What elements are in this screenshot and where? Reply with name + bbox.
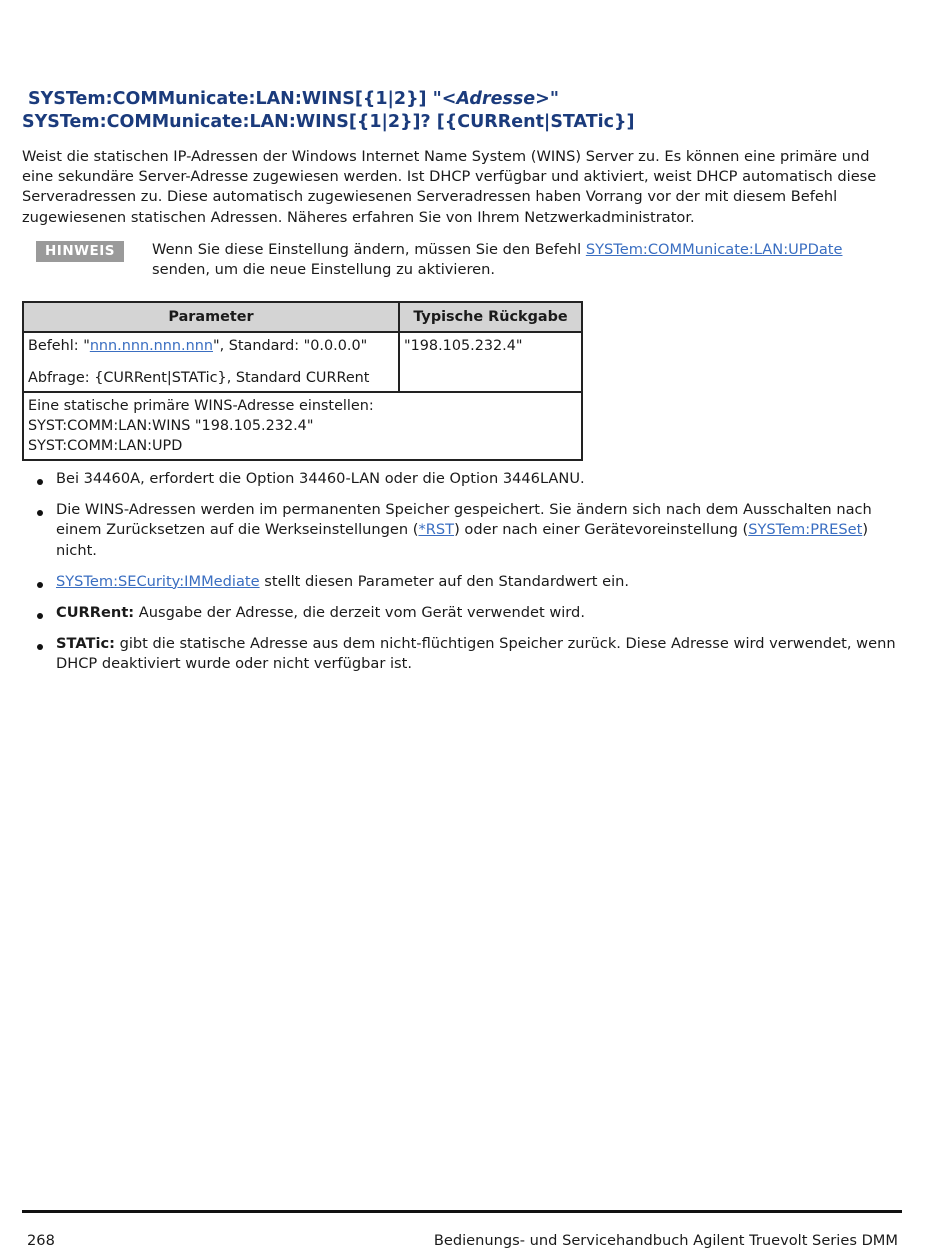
list-item-text: ) nicht. <box>56 521 869 559</box>
query-line: Abfrage: {CURRent|STATic}, Standard CURRent <box>28 370 370 386</box>
list-item <box>22 603 902 623</box>
example-description: Eine statische primäre WINS-Adresse einstellen: <box>28 398 374 414</box>
note-text-after: senden, um die neue Einstellung zu aktivieren. <box>152 261 496 279</box>
return-cell: "198.105.232.4" <box>399 332 582 392</box>
footer-rule <box>22 1210 902 1213</box>
rst-link[interactable]: *RST <box>418 521 455 539</box>
column-header-return: Typische Rückgabe <box>399 302 582 332</box>
list-item <box>22 572 902 592</box>
heading-prefix: SYSTem:COMMunicate:LAN:WINS[{1|2}] "< <box>28 89 457 109</box>
list-item-text: Ausgabe der Adresse, die derzeit vom Gerät verwendet wird. <box>134 604 585 622</box>
security-immediate-link[interactable]: SYSTem:SECurity:IMMediate <box>56 572 260 590</box>
command-heading-line1 <box>22 88 902 111</box>
table-row <box>23 332 582 392</box>
command-prefix: Befehl: " <box>28 338 90 354</box>
list-item-text: gibt die statische Adresse aus dem nicht-flüchtigen Speicher zurück. Diese Adresse wird verwendet, wenn DHCP deaktiviert wurde oder nicht verfügbar ist. <box>56 635 896 673</box>
command-suffix: ", Standard: "0.0.0.0" <box>212 338 368 354</box>
static-label: STATic: <box>56 635 115 653</box>
list-item <box>22 634 902 674</box>
lan-update-link[interactable]: SYSTem:COMMunicate:LAN:UPDate <box>585 241 843 258</box>
column-header-parameter: Parameter <box>23 302 399 332</box>
current-label: CURRent: <box>56 604 135 622</box>
command-heading <box>22 88 902 134</box>
command-heading-line2: SYSTem:COMMunicate:LAN:WINS[{1|2}]? [{CURRent|STATic}] <box>22 112 635 132</box>
heading-suffix: >" <box>535 89 559 109</box>
note-text-before: Wenn Sie diese Einstellung ändern, müssen Sie den Befehl <box>152 241 586 258</box>
notes-list <box>22 469 902 686</box>
example-cell <box>23 392 582 460</box>
list-item <box>22 500 902 561</box>
heading-param: Adresse <box>456 89 536 109</box>
intro-paragraph: Weist die statischen IP-Adressen der Windows Internet Name System (WINS) Server zu. Es können eine primäre und eine sekundäre Server-Adresse zugewiesen werden. Ist DHCP verfügbar und aktiviert, weist DHCP automatisch diese Serveradressen zu. Diese automatisch zugewiesenen Serveradressen haben Vorrang vor der mit diesem Befehl zugewiesenen statischen Adressen. Näheres erfahren Sie von Ihrem Netzwerkadministrator. <box>22 148 877 226</box>
example-command-1: SYST:COMM:LAN:WINS "198.105.232.4" <box>28 418 314 434</box>
parameter-cell <box>23 332 399 392</box>
example-command-2: SYST:COMM:LAN:UPD <box>28 438 183 454</box>
table-header-row <box>23 302 582 332</box>
table-row <box>23 392 582 460</box>
note-text <box>152 240 902 280</box>
command-line <box>28 336 394 356</box>
note-badge: HINWEIS <box>36 241 124 262</box>
list-item-text: Die WINS-Adressen werden im permanenten Speicher gespeichert. Sie ändern sich nach dem Ausschalten nach einem Zurücksetzen auf die Werkseinstellungen ( <box>56 501 872 539</box>
system-preset-link[interactable]: SYSTem:PRESet <box>748 521 863 539</box>
list-item-text: stellt diesen Parameter auf den Standardwert ein. <box>259 572 630 590</box>
page-number: 268 <box>27 1232 55 1249</box>
address-format-link[interactable]: nnn.nnn.nnn.nnn <box>89 338 213 354</box>
list-item-text: Bei 34460A, erfordert die Option 34460-LAN oder die Option 3446LANU. <box>56 470 585 487</box>
list-item <box>22 469 902 489</box>
footer-title: Bedienungs- und Servicehandbuch Agilent Truevolt Series DMM <box>433 1232 898 1249</box>
list-item-text: ) oder nach einer Gerätevoreinstellung ( <box>454 521 749 539</box>
parameter-table <box>22 301 583 461</box>
